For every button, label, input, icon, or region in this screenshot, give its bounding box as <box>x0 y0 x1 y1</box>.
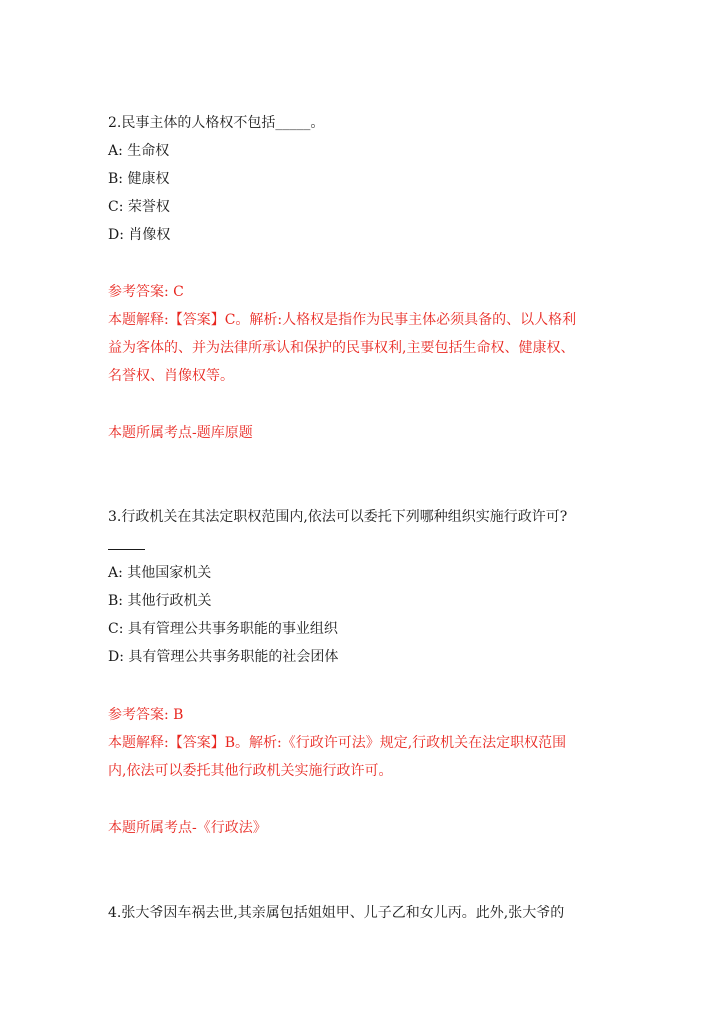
question-3-answer: 参考答案: B <box>108 707 184 723</box>
question-2-explanation-line-3: 名誉权、肖像权等。 <box>108 368 234 384</box>
question-2-answer: 参考答案: C <box>108 284 184 300</box>
question-3-option-a: A: 其他国家机关 <box>108 565 212 581</box>
question-4-stem: 4.张大爷因车祸去世,其亲属包括姐姐甲、儿子乙和女儿丙。此外,张大爷的 <box>108 905 565 921</box>
question-2-explanation-line-2: 益为客体的、并为法律所承认和保护的民事权利,主要包括生命权、健康权、 <box>108 340 575 356</box>
question-2-topic: 本题所属考点-题库原题 <box>108 425 253 441</box>
question-2-stem: 2.民事主体的人格权不包括_____。 <box>108 115 325 131</box>
question-3-option-c: C: 具有管理公共事务职能的事业组织 <box>108 621 338 637</box>
question-3-option-b: B: 其他行政机关 <box>108 593 212 609</box>
question-3-topic: 本题所属考点-《行政法》 <box>108 820 267 836</box>
question-2-explanation-line-1: 本题解释:【答案】C。解析:人格权是指作为民事主体必须具备的、以人格利 <box>108 312 577 328</box>
question-3-option-d: D: 具有管理公共事务职能的社会团体 <box>108 649 339 665</box>
question-3-explanation-line-2: 内,依法可以委托其他行政机关实施行政许可。 <box>108 763 393 779</box>
question-2-option-a: A: 生命权 <box>108 143 170 159</box>
question-3-stem: 3.行政机关在其法定职权范围内,依法可以委托下列哪种组织实施行政许可? <box>108 509 568 525</box>
question-2-option-d: D: 肖像权 <box>108 227 171 243</box>
question-2-option-b: B: 健康权 <box>108 171 170 187</box>
question-2-option-c: C: 荣誉权 <box>108 199 170 215</box>
question-3-explanation-line-1: 本题解释:【答案】B。解析:《行政许可法》规定,行政机关在法定职权范围 <box>108 735 567 751</box>
question-3-answer-blank <box>108 549 145 550</box>
